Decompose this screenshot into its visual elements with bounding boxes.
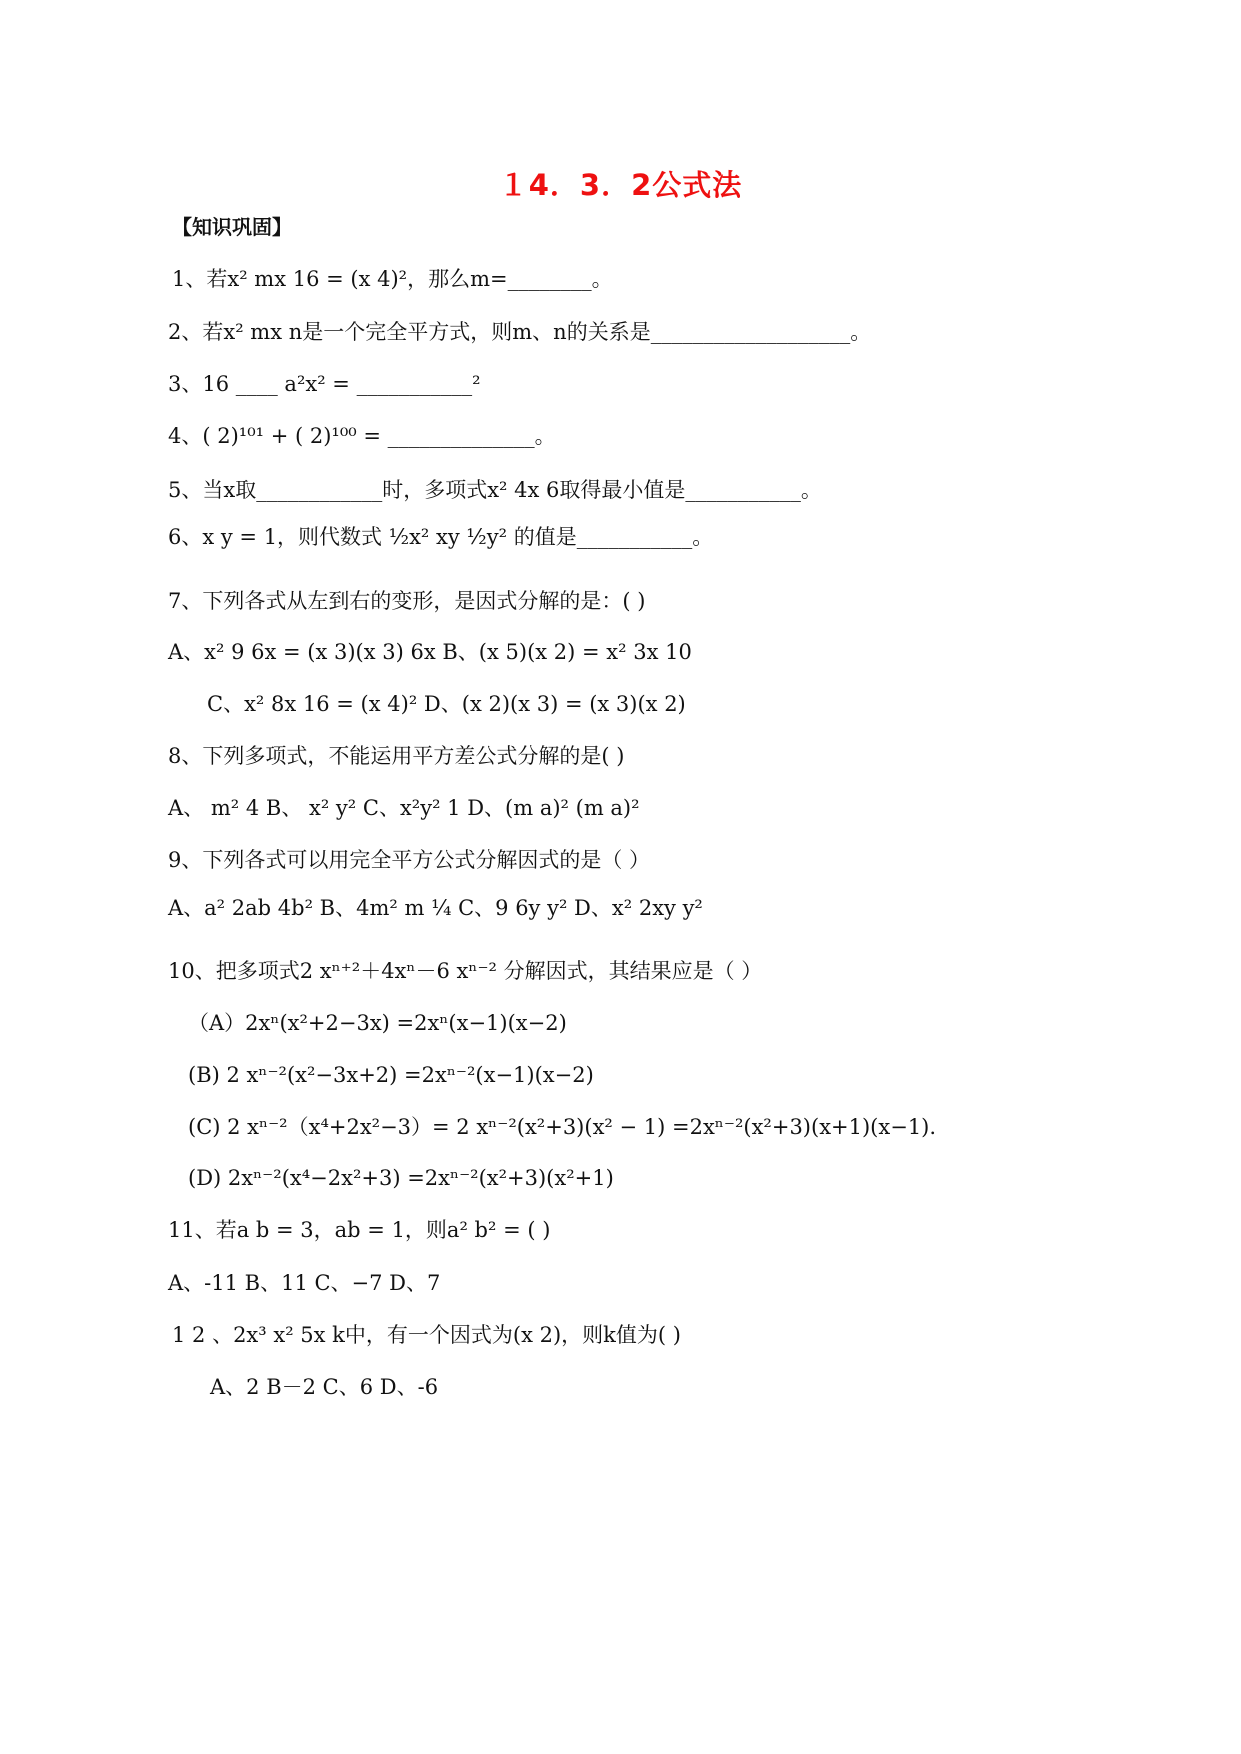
question-7: 7、下列各式从左到右的变形，是因式分解的是：( ) [168, 589, 646, 613]
q10-option-d: (D) 2xⁿ⁻²(x⁴−2x²+3) =2xⁿ⁻²(x²+3)(x²+1) [188, 1166, 614, 1190]
page-title: １4．3．2公式法 [498, 168, 743, 202]
question-5: 5、当x取____________时，多项式x² 4x 6取得最小值是___________。 [168, 478, 822, 502]
q10-option-c: (C) 2 xⁿ⁻²（x⁴+2x²−3）= 2 xⁿ⁻²(x²+3)(x² − 1) =2xⁿ⁻²(x²+3)(x+1)(x−1). [188, 1115, 937, 1139]
q7-options-ab: A、x² 9 6x = (x 3)(x 3) 6x B、(x 5)(x 2) = x² 3x 10 [168, 640, 692, 664]
question-6: 6、x y = 1，则代数式 ½x² xy ½y² 的值是___________。 [168, 525, 714, 549]
q10-option-a: （A）2xⁿ(x²+2−3x) =2xⁿ(x−1)(x−2) [188, 1011, 567, 1035]
question-1: 1、若x² mx 16 = (x 4)²，那么m=________。 [172, 267, 613, 291]
section-heading: 【知识巩固】 [172, 215, 292, 239]
question-10: 10、把多项式2 xⁿ⁺²＋4xⁿ－6 xⁿ⁻² 分解因式，其结果应是（ ） [168, 959, 763, 983]
q9-options: A、a² 2ab 4b² B、4m² m ¼ C、9 6y y² D、x² 2xy y² [168, 896, 703, 920]
question-12: 1 2 、2x³ x² 5x k中，有一个因式为(x 2)，则k值为( ) [172, 1323, 681, 1347]
q11-options: A、-11 B、11 C、−7 D、7 [168, 1271, 441, 1295]
q8-options: A、 m² 4 B、 x² y² C、x²y² 1 D、(m a)² (m a)² [168, 796, 640, 820]
question-8: 8、下列多项式，不能运用平方差公式分解的是( ) [168, 744, 625, 768]
question-3: 3、16 ____ a²x² = ___________² [168, 372, 481, 396]
q12-options: A、2 B－2 C、6 D、-6 [210, 1375, 439, 1399]
question-11: 11、若a b = 3，ab = 1，则a² b² = ( ) [168, 1218, 551, 1242]
q10-option-b: (B) 2 xⁿ⁻²(x²−3x+2) =2xⁿ⁻²(x−1)(x−2) [188, 1063, 594, 1087]
question-4: 4、( 2)¹⁰¹ + ( 2)¹⁰⁰ = ______________。 [168, 424, 556, 448]
question-2: 2、若x² mx n是一个完全平方式，则m、n的关系是___________________。 [168, 320, 872, 344]
question-9: 9、下列各式可以用完全平方公式分解因式的是（ ） [168, 848, 651, 872]
q7-options-cd: C、x² 8x 16 = (x 4)² D、(x 2)(x 3) = (x 3)(x 2) [207, 692, 686, 716]
